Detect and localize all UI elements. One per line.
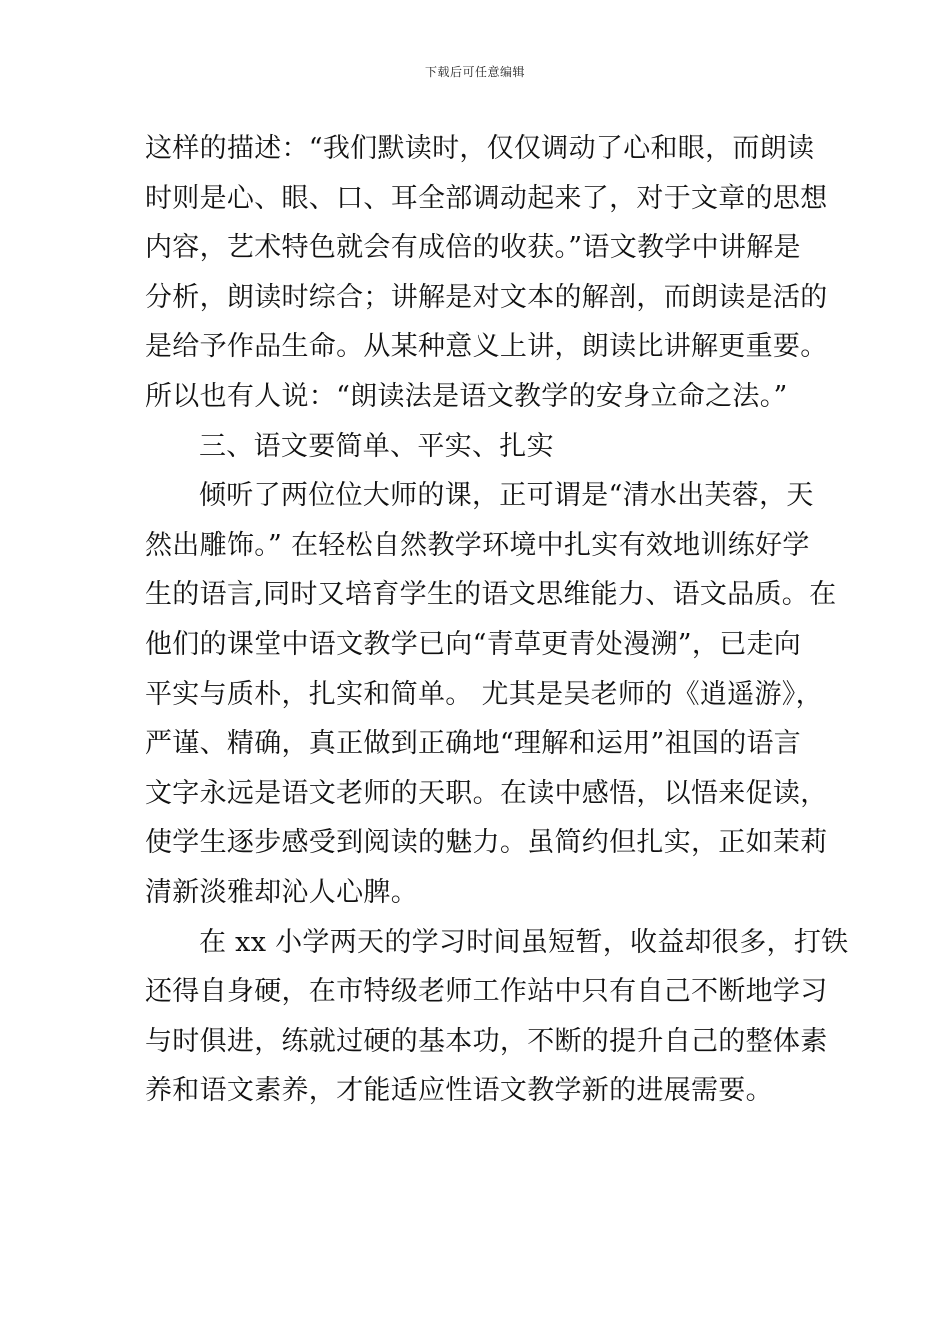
text-line: 文字永远是语文老师的天职。在读中感悟，以悟来促读， <box>145 777 828 809</box>
text-line: 时则是心、眼、口、耳全部调动起来了，对于文章的思想 <box>145 182 828 214</box>
text-line: 生的语言,同时又培育学生的语文思维能力、语文品质。在 <box>145 579 837 611</box>
text-line: 所以也有人说：“朗读法是语文教学的安身立命之法。” <box>145 380 788 412</box>
text-line: 分析，朗读时综合；讲解是对文本的解剖，而朗读是活的 <box>145 281 828 313</box>
text-line: 他们的课堂中语文教学已向“青草更青处漫溯”，已走向 <box>145 628 802 660</box>
text-line: 内容，艺术特色就会有成倍的收获。”语文教学中讲解是 <box>145 232 801 264</box>
text-line: 平实与质朴，扎实和简单。 尤其是吴老师的《逍遥游》， <box>145 678 823 710</box>
text-line: 养和语文素养，才能适应性语文教学新的进展需要。 <box>145 1075 773 1107</box>
section-heading: 三、语文要简单、平实、扎实 <box>199 430 554 462</box>
text-line: 倾听了两位位大师的课，正可谓是“清水出芙蓉，天 <box>199 480 814 512</box>
text-line: 这样的描述：“我们默读时，仅仅调动了心和眼，而朗读 <box>145 133 815 164</box>
text-line: 还得自身硬，在市特级老师工作站中只有自己不断地学习 <box>145 976 828 1008</box>
text-line: 与时俱进，练就过硬的基本功，不断的提升自己的整体素 <box>145 1025 828 1057</box>
page-header: 下载后可任意编辑 <box>424 65 525 79</box>
text-line: 是给予作品生命。从某种意义上讲，朗读比讲解更重要。 <box>145 331 828 363</box>
text-line: 严谨、精确，真正做到正确地“理解和运用”祖国的语言 <box>145 728 802 760</box>
document-body <box>145 124 849 1116</box>
text-line: 在 xx 小学两天的学习时间虽短暂，收益却很多，打铁 <box>199 926 849 958</box>
text-line: 使学生逐步感受到阅读的魅力。虽简约但扎实，正如茉莉 <box>145 827 828 859</box>
text-line: 清新淡雅却沁人心脾。 <box>145 876 418 908</box>
text-line: 然出雕饰。” 在轻松自然教学环境中扎实有效地训练好学 <box>145 529 810 561</box>
